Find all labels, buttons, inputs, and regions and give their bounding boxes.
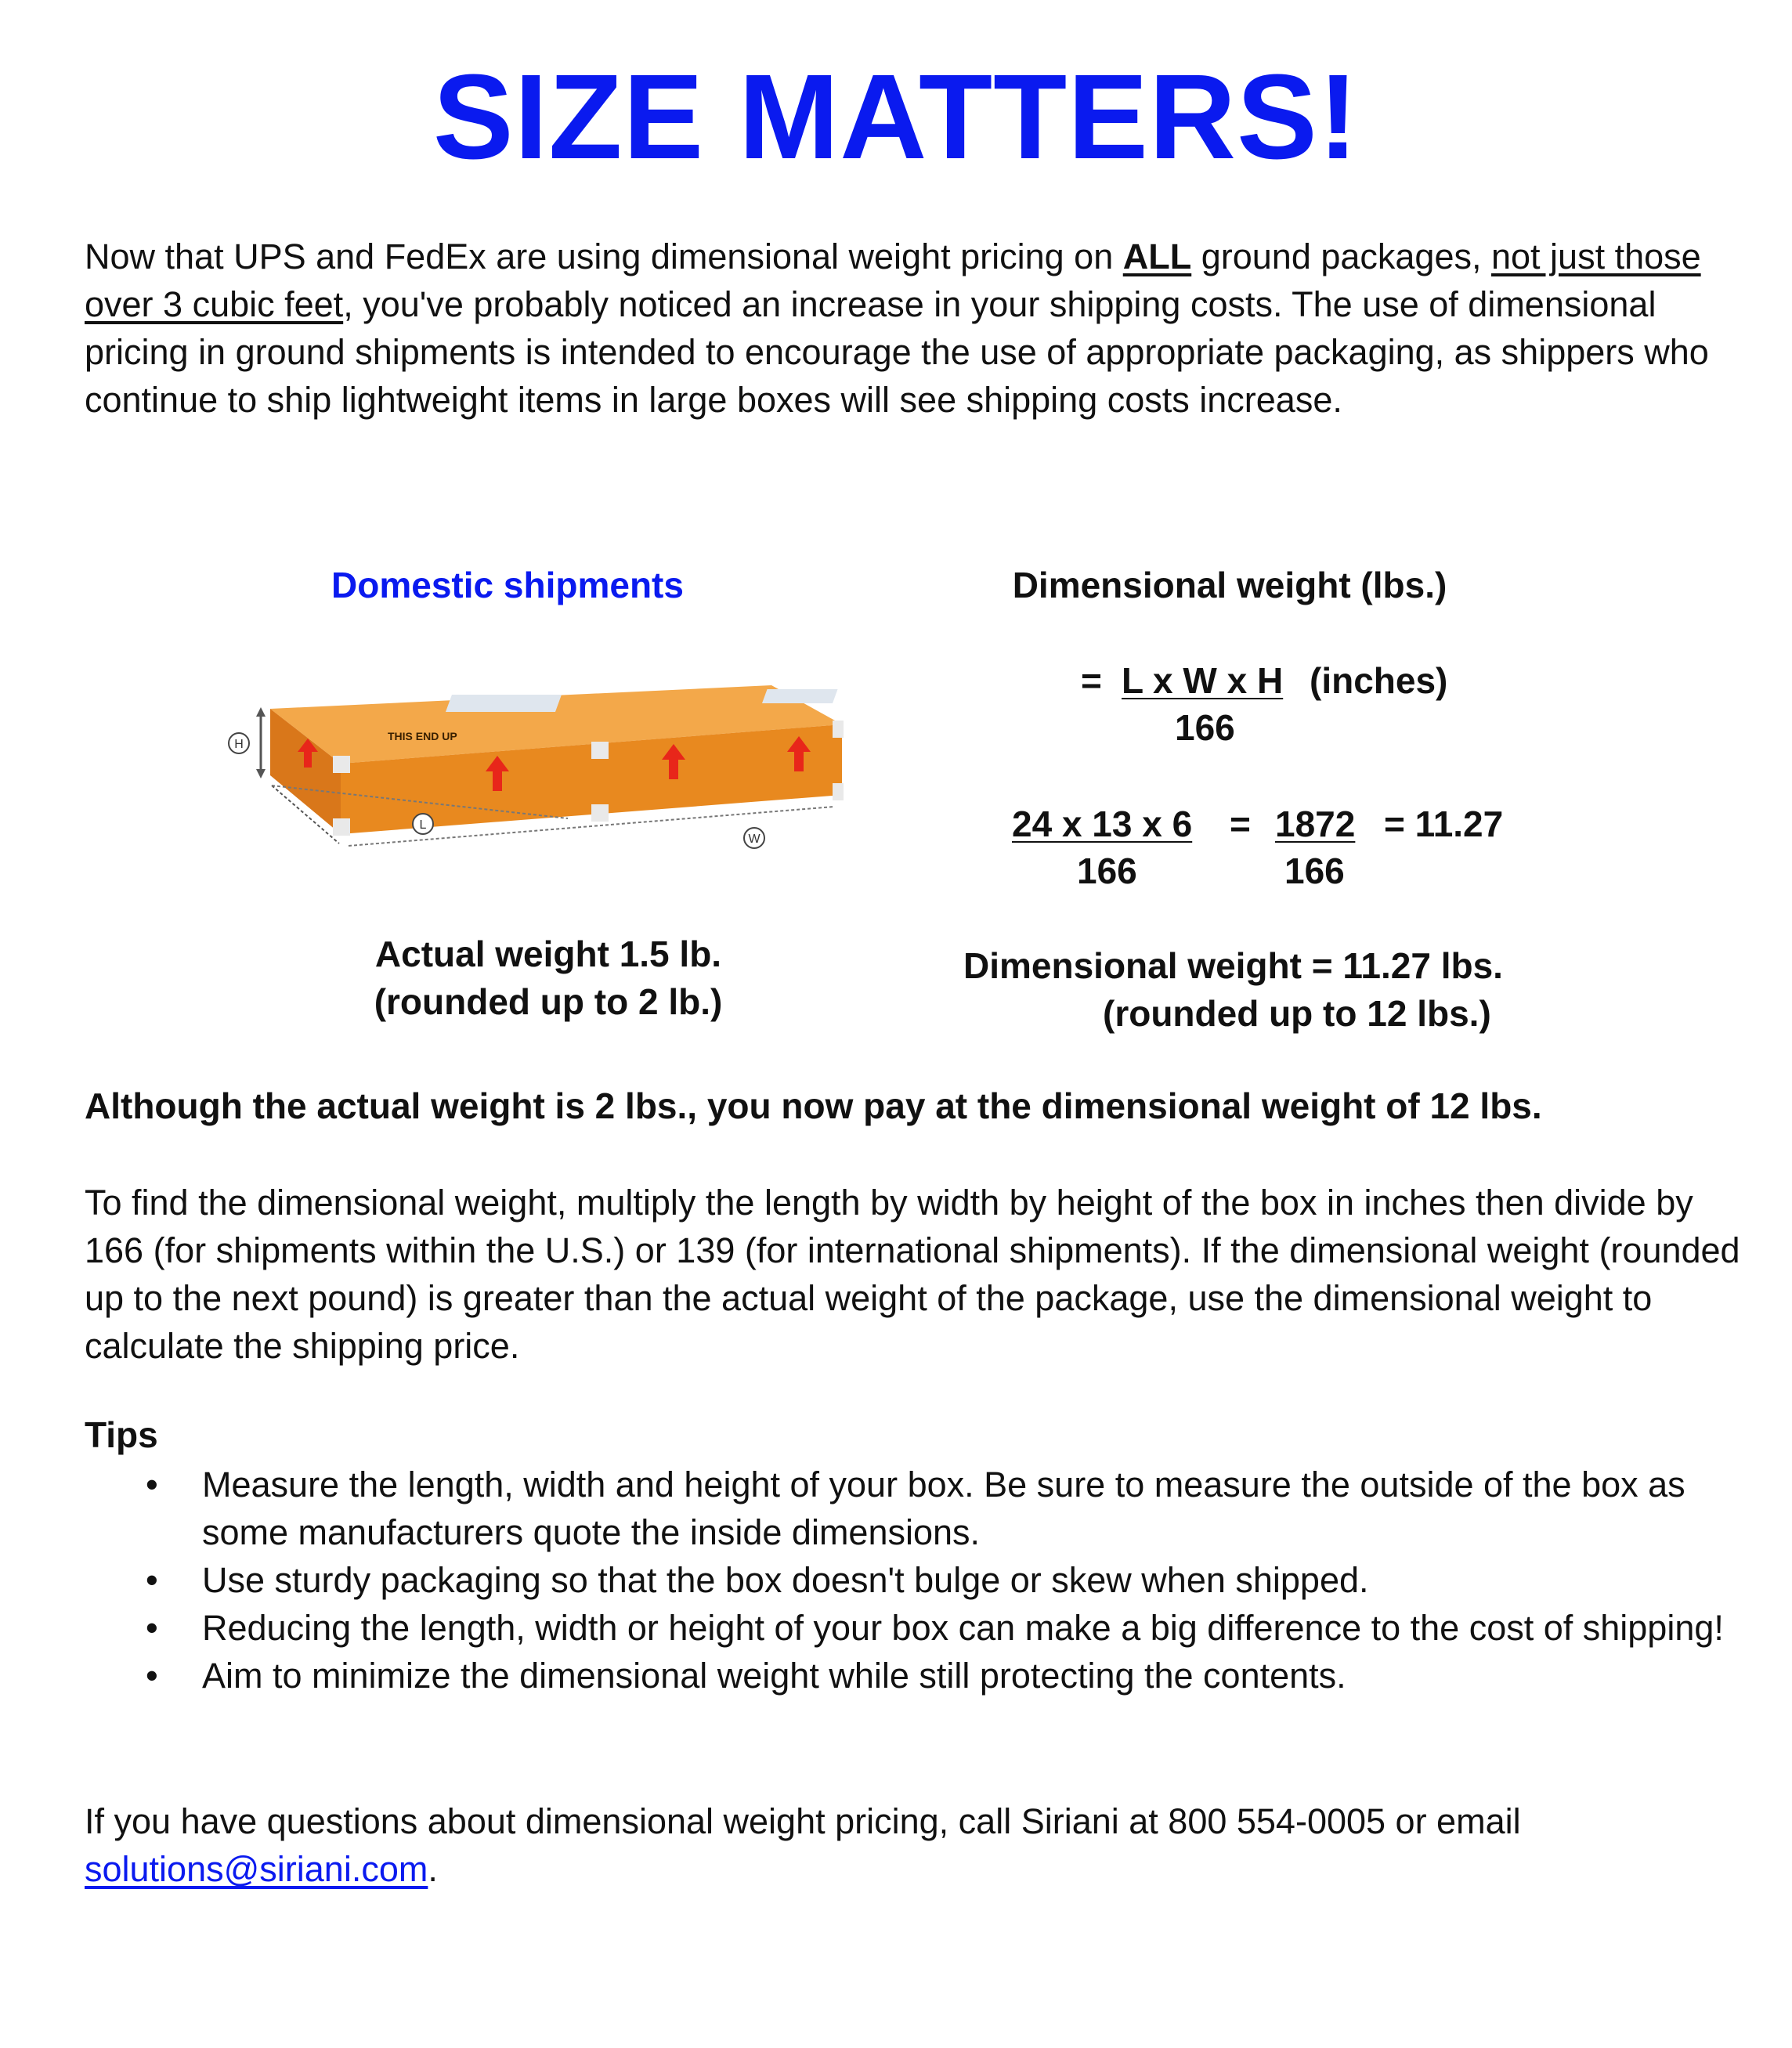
formula-numerator: L x W x H xyxy=(1122,660,1284,701)
intro-all-emphasis: ALL xyxy=(1122,237,1192,276)
email-link[interactable]: solutions@siriani.com xyxy=(85,1849,428,1889)
example-final-result: = 11.27 xyxy=(1384,804,1504,844)
box-corner xyxy=(333,818,350,836)
box-top-label-1 xyxy=(446,695,562,712)
example-denominator-2: 166 xyxy=(1284,851,1345,891)
bullet-icon: • xyxy=(146,1656,158,1696)
list-item xyxy=(85,1461,1761,1556)
dimensional-weight-result xyxy=(963,942,1668,1038)
dimensional-weight-heading: Dimensional weight (lbs.) xyxy=(1012,565,1447,605)
example-result-numerator: 1872 xyxy=(1275,804,1356,844)
length-marker-label: L xyxy=(419,818,427,832)
tips-list xyxy=(85,1461,1761,1699)
list-item xyxy=(85,1604,1761,1652)
box-corner xyxy=(591,742,609,759)
contact-text: If you have questions about dimensional weight pricing, call Siriani at 800 554-0005 or email xyxy=(85,1801,1521,1841)
example-denominator-1: 166 xyxy=(1077,851,1137,891)
domestic-shipments-heading: Domestic shipments xyxy=(331,565,684,605)
box-top-label-2 xyxy=(762,689,838,703)
tips-heading: Tips xyxy=(85,1414,158,1455)
page-title: SIZE MATTERS! xyxy=(432,49,1360,184)
bullet-icon: • xyxy=(146,1465,158,1504)
intro-text-2: ground packages, xyxy=(1191,237,1491,276)
intro-underlined-text: not just those over 3 cubic feet xyxy=(85,237,1701,324)
tip-text: Aim to minimize the dimensional weight while still protecting the contents. xyxy=(202,1656,1346,1696)
actual-weight-line-2: (rounded up to 2 lb.) xyxy=(374,981,723,1022)
tip-text: Reducing the length, width or height of your box can make a big difference to the cost of shipping! xyxy=(202,1608,1724,1648)
formula-denominator: 166 xyxy=(1175,707,1235,748)
intro-paragraph xyxy=(85,233,1745,424)
tip-text: Use sturdy packaging so that the box doesn't bulge or skew when shipped. xyxy=(202,1560,1369,1600)
although-statement: Although the actual weight is 2 lbs., you now pay at the dimensional weight of 12 lbs. xyxy=(85,1085,1542,1126)
dimensional-result-line-1: Dimensional weight = 11.27 lbs. xyxy=(963,945,1503,986)
box-corner xyxy=(333,756,350,773)
dimensional-result-line-2: (rounded up to 12 lbs.) xyxy=(1103,993,1491,1034)
contact-end: . xyxy=(428,1849,438,1889)
actual-weight-caption xyxy=(211,930,885,1026)
example-numerator: 24 x 13 x 6 xyxy=(1012,804,1193,844)
box-corner xyxy=(833,721,844,738)
list-item xyxy=(85,1652,1761,1699)
height-arrow-bottom xyxy=(256,769,266,778)
explanation-paragraph: To find the dimensional weight, multiply the length by width by height of the box in inches then divide by 166 (for shipments within the U.S.) or 139 (for international shipments). If the dimensional weight (rounded up to the next pound) is greater than the actual weight of the package, use the dimensional weight to calculate the shipping price. xyxy=(85,1183,1740,1366)
bullet-icon: • xyxy=(146,1608,158,1648)
formula-equals: = xyxy=(1081,660,1102,701)
intro-text-3: , you've probably noticed an increase in your shipping costs. The use of dimensional pricing in ground shipments is intended to encourage the use of appropriate packaging, as shippers who continue to ship lightweight items in large boxes will see shipping costs increase. xyxy=(85,284,1709,420)
box-corner xyxy=(833,783,844,800)
actual-weight-line-1: Actual weight 1.5 lb. xyxy=(374,934,722,974)
width-marker-label: W xyxy=(748,833,761,846)
bullet-icon: • xyxy=(146,1560,158,1600)
intro-text-1: Now that UPS and FedEx are using dimensional weight pricing on xyxy=(85,237,1123,276)
example-equals: = xyxy=(1230,804,1251,844)
box-this-end-up-label: THIS END UP xyxy=(388,730,457,742)
tip-text: Measure the length, width and height of your box. Be sure to measure the outside of the box as some manufacturers quote the inside dimensions. xyxy=(202,1465,1685,1552)
list-item xyxy=(85,1556,1761,1604)
formula-unit: (inches) xyxy=(1310,660,1448,701)
height-arrow-top xyxy=(256,707,266,717)
contact-paragraph xyxy=(85,1797,1753,1893)
height-marker-label: H xyxy=(234,738,244,751)
box-illustration xyxy=(223,677,873,873)
box-corner xyxy=(591,804,609,822)
